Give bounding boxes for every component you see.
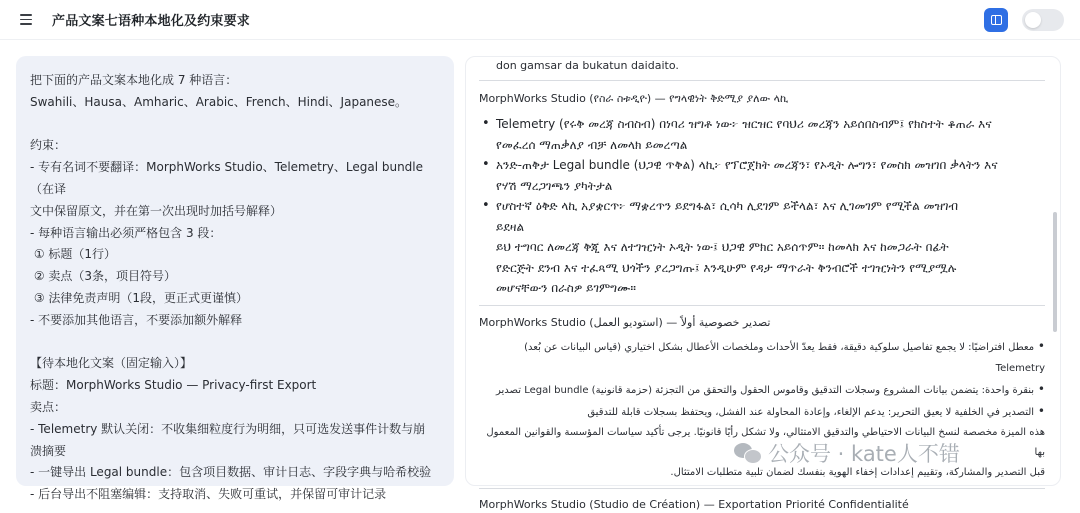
hausa-disclaimer-tail: don gamsar da bukatun daidaito. bbox=[496, 59, 679, 72]
scrollbar-thumb[interactable] bbox=[1053, 212, 1057, 332]
amharic-bullet-line: • አንድ-ጠቅታ Legal bundle (ህጋዊ ጥቅል) ላኪ፦ የፕሮጀክት መረጃን፣ የኦዲት ሎግን፣ የመስክ መዝገበ ቃላትን እና bbox=[496, 158, 998, 172]
output-content bbox=[479, 57, 1045, 513]
amharic-disclaimer-line: መሆናቸውን በራስዎ ይገምግሙ። bbox=[496, 281, 636, 295]
list-item bbox=[479, 114, 1045, 155]
prompt-line: 溃摘要 bbox=[30, 443, 67, 458]
arabic-bullet-text: معطل افتراضيًا: لا يجمع تفاصيل سلوكية دقيقة، فقط يعدّ الأحداث وملخصات الأعطال بشكل اختياري (قياس البيانات عن بُعد) Telemetry bbox=[524, 341, 1045, 374]
prompt-line: 标题：MorphWorks Studio — Privacy-first Export bbox=[30, 378, 317, 393]
toggle-knob bbox=[1025, 12, 1041, 28]
blank-line bbox=[30, 114, 440, 136]
prompt-line: - 专有名词不要翻译：MorphWorks Studio、Telemetry、Legal bundle（在译 bbox=[30, 160, 424, 196]
prompt-line: 约束： bbox=[30, 138, 67, 153]
amharic-disclaimer-line: ይህ ተግባር ለመረጃ ቅጂ እና ለተገዢነት ኦዲት ነው፤ ህጋዊ ምክር አይሰጥም። ከመላክ እና ከመጋራት በፊት bbox=[496, 240, 949, 254]
prompt-line: ① 标题（1行） bbox=[30, 247, 117, 262]
section-divider bbox=[479, 488, 1045, 489]
amharic-bullets bbox=[479, 114, 1045, 299]
prompt-line: 把下面的产品文案本地化成 7 种语言： bbox=[30, 73, 238, 87]
split-panel-icon bbox=[991, 15, 1002, 25]
arabic-bullet-text: التصدير في الخلفية لا يعيق التحرير: يدعم الإلغاء، وإعادة المحاولة عند الفشل، ويحتفظ بسجلات قابلة للتدقيق bbox=[587, 406, 1035, 418]
list-item: • بنقرة واحدة: يتضمن بيانات المشروع وسجلات التدقيق وقاموس الحقول والتحقق من التجزئة (حزمة قانونية) Legal bundle تصدير bbox=[496, 381, 1045, 396]
prompt-line: 卖点： bbox=[30, 399, 67, 414]
page-title: 产品文案七语种本地化及约束要求 bbox=[52, 14, 251, 29]
prompt-card bbox=[16, 56, 454, 502]
amharic-bullet-line: የሃሽ ማረጋገጫን ያካትታል bbox=[496, 178, 613, 193]
prompt-line: - 一键导出 Legal bundle：包含项目数据、审计日志、字段字典与哈希校验 bbox=[30, 465, 432, 480]
prompt-line: 【待本地化文案（固定输入）】 bbox=[30, 356, 193, 371]
arabic-disclaimer-line: هذه الميزة مخصصة لنسخ البيانات الاحتياطي والتدقيق الامتثالي، ولا تشكل رأيًا قانونيًا. يرجى تأكيد سياسات المؤسسة والقوانين المعمول بها bbox=[486, 426, 1045, 458]
split-panel-button[interactable] bbox=[984, 8, 1008, 32]
amharic-bullet-line: የመፈረሰ ማጠቃለያ ብቻ ለመላክ ይመረጣል bbox=[496, 137, 688, 152]
arabic-disclaimer-line: قبل التصدير والمشاركة، وتقييم إعدادات إخفاء الهوية بنفسك لضمان تلبية متطلبات الامتثال. bbox=[670, 466, 1045, 478]
amharic-disclaimer-line: የድርጅት ደንብ እና ተፈጻሚ ህጎችን ያረጋግጡ፤ እንዲሁም የዳታ ማጥራት ቅንብሮች ተገዢነትን የሚያሟሉ bbox=[496, 260, 957, 275]
amharic-bullet-line: • የሆስተኛ ዕቅድ ላኪ አያቋርጥ፦ ማቋረጥን ይደግፋል፣ ሲሳካ ሊደገም ይችላል፣ እና ሊገመገም የሚችል መዝገብ bbox=[496, 199, 959, 213]
prompt-line: - 不要添加其他语言，不要添加额外解释 bbox=[30, 312, 243, 327]
french-title: MorphWorks Studio (Studio de Création) — Exportation Priorité Confidentialité bbox=[479, 497, 909, 511]
list-item bbox=[479, 155, 1045, 196]
arabic-bullets bbox=[479, 336, 1045, 483]
list-item: • معطل افتراضيًا: لا يجمع تفاصيل سلوكية دقيقة، فقط يعدّ الأحداث وملخصات الأعطال بشكل اختياري (قياس البيانات عن بُعد) Telemetry bbox=[524, 338, 1045, 374]
list-item: • التصدير في الخلفية لا يعيق التحرير: يدعم الإلغاء، وإعادة المحاولة عند الفشل، ويحتفظ بسجلات قابلة للتدقيق bbox=[587, 403, 1045, 418]
section-divider bbox=[479, 80, 1045, 81]
amharic-title: MorphWorks Studio (የስራ ስቱዲዮ) — የግላዊነት ቅድሚያ ያለው ላኪ bbox=[479, 92, 789, 105]
output-pane[interactable] bbox=[465, 56, 1061, 511]
amharic-bullet-line: ይደዛል bbox=[496, 219, 525, 234]
watermark-text: 公众号 · kate人不错 bbox=[768, 442, 960, 466]
prompt-line: ② 卖点（3条，项目符号） bbox=[30, 269, 177, 284]
blank-line bbox=[30, 332, 440, 354]
hamburger-menu-icon[interactable] bbox=[20, 11, 38, 29]
list-item bbox=[479, 196, 1045, 299]
prompt-line: - Telemetry 默认关闭：不收集细粒度行为明细，只可选发送事件计数与崩 bbox=[30, 421, 426, 436]
section-divider bbox=[479, 305, 1045, 306]
amharic-bullet-line: • Telemetry (የሩቅ መረጃ ስብስብ) በነባሪ ዝግቶ ነው፦ ዝርዝር የባህሪ መረጃን አይሰበስብም፤ የክስተት ቆጠራ እና bbox=[496, 117, 992, 131]
prompt-line: Swahili、Hausa、Amharic、Arabic、French、Hindi、Japanese。 bbox=[30, 94, 408, 109]
arabic-title: MorphWorks Studio (استوديو العمل) — تصدير خصوصية أولاً bbox=[479, 315, 771, 329]
mode-toggle[interactable] bbox=[1022, 9, 1064, 31]
prompt-line: 文中保留原文，并在第一次出现时加括号解释） bbox=[30, 203, 283, 218]
prompt-line: - 后台导出不阻塞编辑：支持取消、失败可重试，并保留可审计记录 bbox=[30, 487, 387, 502]
prompt-line: ③ 法律免责声明（1段，更正式更谨慎） bbox=[30, 290, 249, 305]
top-bar bbox=[0, 0, 1080, 40]
prompt-line: - 每种语言输出必须严格包含 3 段： bbox=[30, 225, 222, 240]
arabic-bullet-text: بنقرة واحدة: يتضمن بيانات المشروع وسجلات التدقيق وقاموس الحقول والتحقق من التجزئة (حزمة قانونية) Legal bundle تصدير bbox=[496, 384, 1035, 396]
header-actions bbox=[984, 8, 1064, 32]
